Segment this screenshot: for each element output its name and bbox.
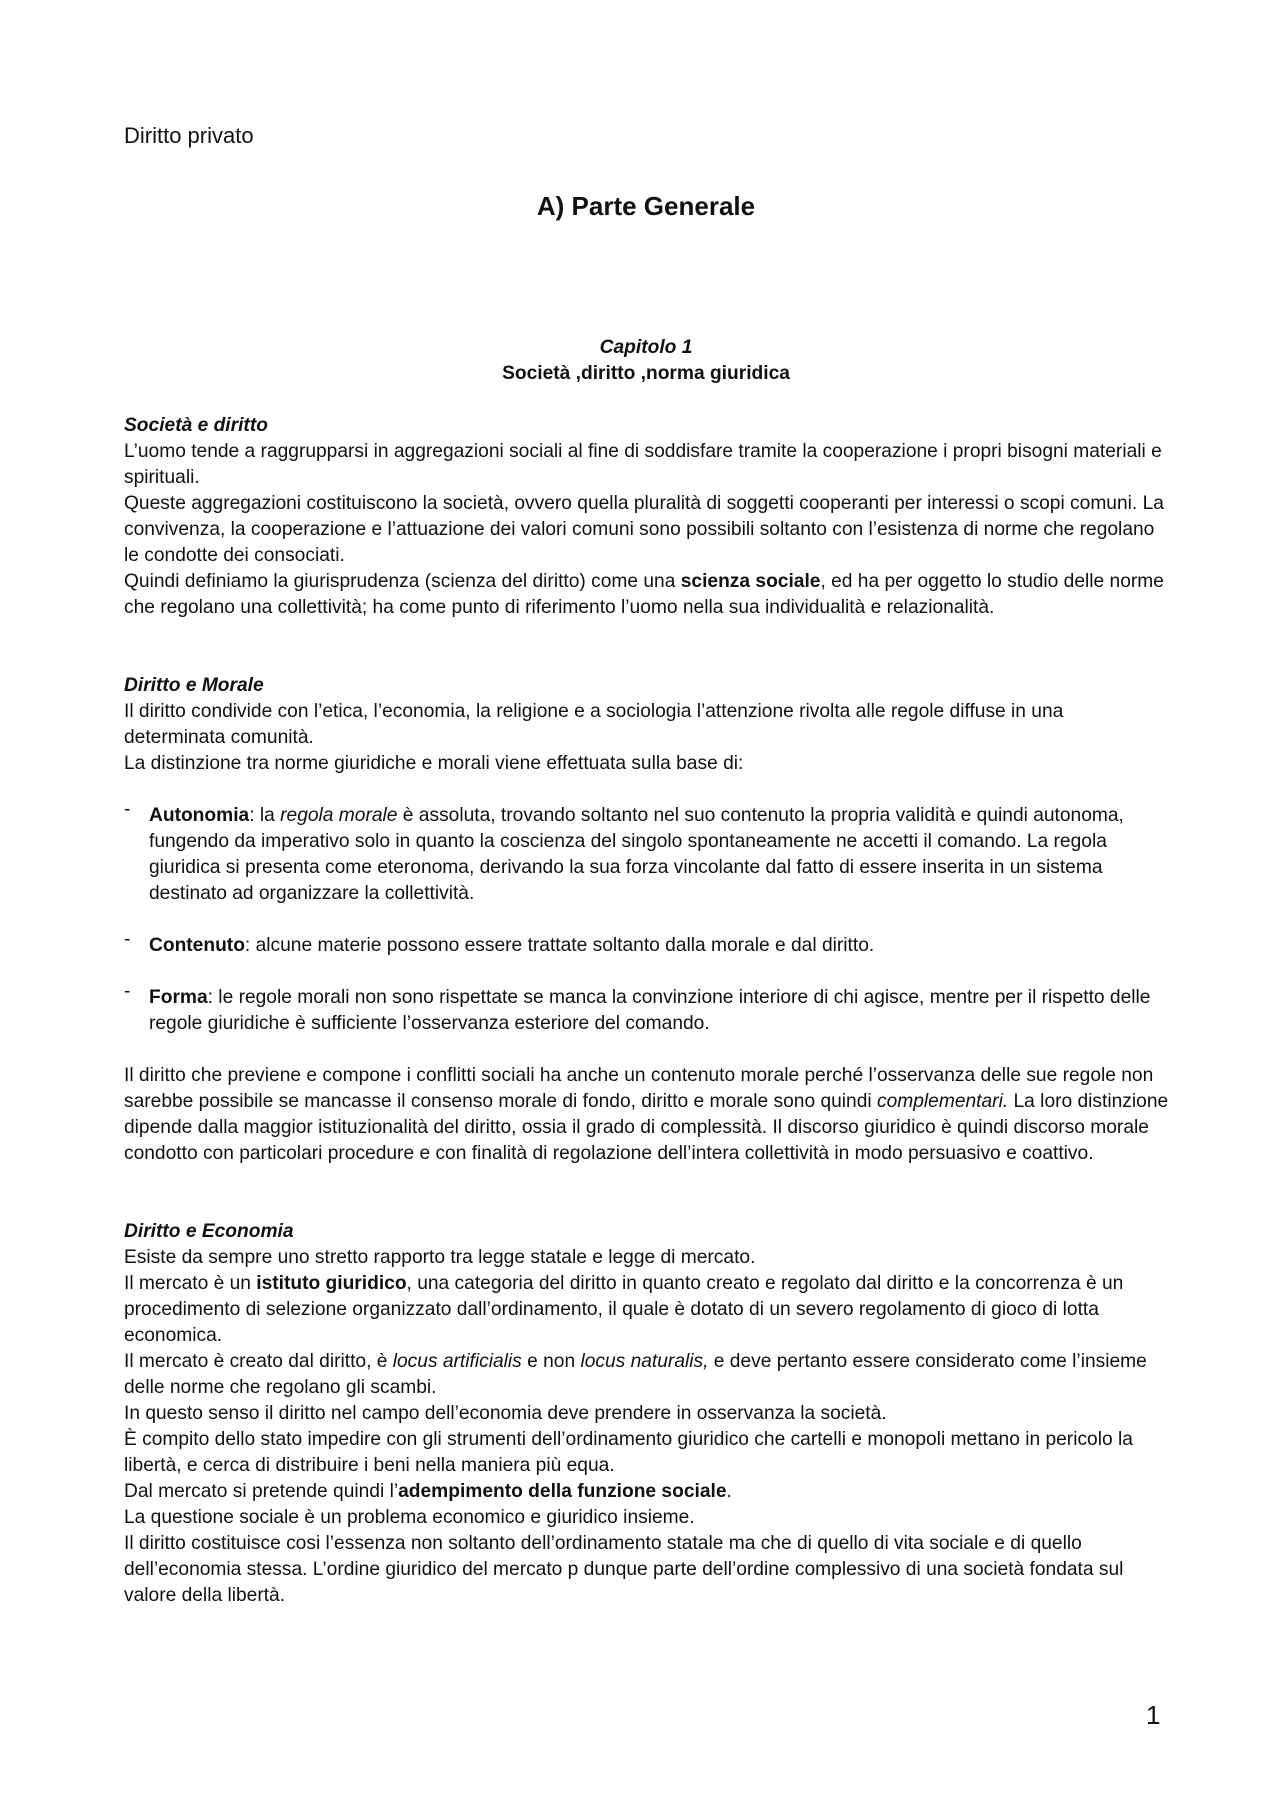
paragraph <box>124 1349 1169 1401</box>
italic-term: locus artificialis <box>392 1351 522 1372</box>
text-run: è assoluta, trovando soltanto nel suo contenuto la propria validità e quindi autonoma, fungendo da imperativo solo in quanto la coscienza del singolo spontaneamente ne accetti il comando. La regola giuridica si presenta come eteronoma, derivando la sua forza vincolante dal fatto di essere inserita in un sistema destinato ad organizzare la collettività. <box>149 805 1124 904</box>
dash-bullet: - <box>124 929 131 950</box>
paragraph: Queste aggregazioni costituiscono la società, ovvero quella pluralità di soggetti cooperanti per interessi o scopi comuni. La convivenza, la cooperazione e l’attuazione dei valori comuni sono possibili soltanto con l’esistenza di norme che regolano le condotte dei consociati. <box>124 493 1164 566</box>
text-run: Il diritto che previene e compone i conflitti sociali ha anche un contenuto morale perché l’osservanza delle sue regole non sarebbe possibile se mancasse il consenso morale di fondo, diritto e morale sono quindi <box>124 1065 1154 1112</box>
paragraph: La questione sociale è un problema economico e giuridico insieme. <box>124 1507 695 1528</box>
section-diritto-economia <box>124 1219 1169 1609</box>
italic-term: locus naturalis, <box>580 1351 709 1372</box>
part-title: A) Parte Generale <box>536 191 756 221</box>
text-run: : le regole morali non sono rispettate se manca la convinzione interiore di chi agisce, mentre per il rispetto delle regole giuridiche è sufficiente l’osservanza esteriore del comando. <box>149 987 1151 1034</box>
italic-term: complementari. <box>877 1091 1009 1112</box>
bold-term: istituto giuridico <box>256 1273 407 1294</box>
bold-term: Forma <box>149 987 208 1008</box>
bold-term: scienza sociale <box>680 571 821 592</box>
text-run: : alcune materie possono essere trattate soltanto dalla morale e dal diritto. <box>244 935 875 956</box>
dash-bullet: - <box>124 799 131 820</box>
paragraph <box>124 1271 1169 1349</box>
text-run: Il mercato è un <box>124 1273 257 1294</box>
list-item <box>124 981 1169 1037</box>
text-run: e deve pertanto essere considerato come l’insieme delle norme che regolano gli scambi. <box>124 1351 1147 1398</box>
section-diritto-morale <box>124 673 1169 1167</box>
document-label: Diritto privato <box>124 123 254 148</box>
text-run: , una categoria del diritto in quanto creato e regolato dal diritto e la concorrenza è un procedimento di selezione organizzato dall’ordinamento, il quale è dotato di un severo regolamento di gioco di lotta economica. <box>124 1273 1124 1346</box>
paragraph <box>124 1063 1169 1167</box>
bold-term: adempimento della funzione sociale <box>398 1481 727 1502</box>
text-run: , ed ha per oggetto lo studio delle norme che regolano una collettività; ha come punto di riferimento l’uomo nella sua individualità e relazionalità. <box>124 571 1164 618</box>
paragraph: La distinzione tra norme giuridiche e morali viene effettuata sulla base di: <box>124 753 744 774</box>
list-item <box>124 929 1169 959</box>
paragraph: Il diritto costituisce cosi l’essenza non soltanto dell’ordinamento statale ma che di quello di vita sociale e di quello dell’economia stessa. L’ordine giuridico del mercato p dunque parte dell’ordine complessivo di una società fondata sul valore della libertà. <box>124 1533 1124 1606</box>
bold-term: Autonomia <box>149 805 250 826</box>
paragraph: Il diritto condivide con l’etica, l’economia, la religione e a sociologia l’attenzione rivolta alle regole diffuse in una determinata comunità. <box>124 701 1064 748</box>
paragraph: L’uomo tende a raggrupparsi in aggregazioni sociali al fine di soddisfare tramite la cooperazione i propri bisogni materiali e spirituali. <box>124 441 1162 488</box>
page-number: 1 <box>1146 1700 1161 1730</box>
paragraph <box>124 1479 1169 1505</box>
section-heading: Società e diritto <box>124 415 268 436</box>
text-run: e non <box>521 1351 581 1372</box>
list-item <box>124 799 1169 907</box>
section-societa-diritto <box>124 413 1169 621</box>
paragraph <box>124 569 1169 621</box>
dash-bullet: - <box>124 981 131 1002</box>
section-heading: Diritto e Morale <box>124 675 264 696</box>
text-run: La loro distinzione dipende dalla maggior istituzionalità del diritto, ossia il grado di complessità. Il discorso giuridico è quindi discorso morale condotto con particolari procedure e con finalità di regolazione dell’intera collettività in modo persuasivo e coattivo. <box>124 1091 1169 1164</box>
paragraph: È compito dello stato impedire con gli strumenti dell’ordinamento giuridico che cartelli e monopoli mettano in pericolo la libertà, e cerca di distribuire i beni nella maniera più equa. <box>124 1429 1133 1476</box>
text-run: Dal mercato si pretende quindi l’ <box>124 1481 399 1502</box>
chapter-title: Società ,diritto ,norma giuridica <box>502 363 790 384</box>
text-run: . <box>726 1481 732 1502</box>
text-run: : la <box>249 805 281 826</box>
bold-term: Contenuto <box>149 935 245 956</box>
text-run: Il mercato è creato dal diritto, è <box>124 1351 393 1372</box>
text-run: Quindi definiamo la giurisprudenza (scienza del diritto) come una <box>124 571 681 592</box>
paragraph: Esiste da sempre uno stretto rapporto tra legge statale e legge di mercato. <box>124 1247 756 1268</box>
chapter-number: Capitolo 1 <box>599 337 693 358</box>
section-heading: Diritto e Economia <box>124 1221 294 1242</box>
italic-term: regola morale <box>280 805 398 826</box>
paragraph: In questo senso il diritto nel campo dell’economia deve prendere in osservanza la società. <box>124 1403 887 1424</box>
